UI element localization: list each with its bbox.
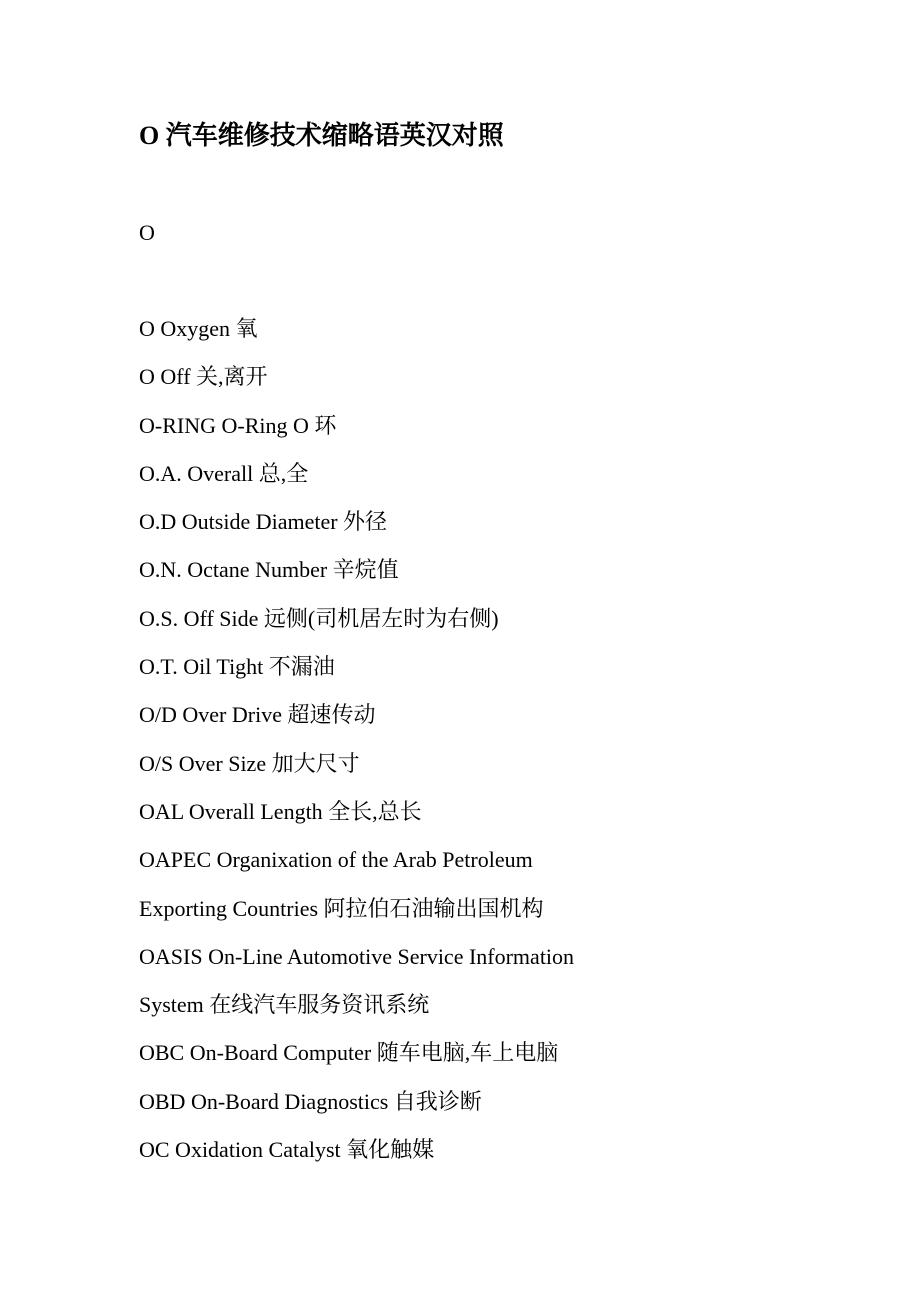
abbreviation-line: OAL Overall Length 全长,总长 bbox=[139, 798, 422, 824]
abbreviation-line: O.D Outside Diameter 外径 bbox=[139, 509, 388, 535]
abbreviation-line: System 在线汽车服务资讯系统 bbox=[139, 992, 430, 1018]
abbreviation-line: OBD On-Board Diagnostics 自我诊断 bbox=[139, 1088, 482, 1114]
abbreviation-line: Exporting Countries 阿拉伯石油输出国机构 bbox=[139, 895, 544, 921]
abbreviation-line: O.A. Overall 总,全 bbox=[139, 460, 309, 486]
abbreviation-line: OAPEC Organixation of the Arab Petroleum bbox=[139, 847, 533, 873]
abbreviation-line: O/S Over Size 加大尺寸 bbox=[139, 750, 360, 776]
abbreviation-line: O.S. Off Side 远侧(司机居左时为右侧) bbox=[139, 605, 499, 631]
abbreviation-line: OASIS On-Line Automotive Service Information bbox=[139, 943, 575, 969]
document-title: O 汽车维修技术缩略语英汉对照 bbox=[139, 121, 504, 150]
abbreviation-line: O/D Over Drive 超速传动 bbox=[139, 702, 376, 728]
abbreviation-line: O.T. Oil Tight 不漏油 bbox=[139, 654, 335, 680]
abbreviation-line: O.N. Octane Number 辛烷值 bbox=[139, 557, 399, 583]
abbreviation-line: O Off 关,离开 bbox=[139, 364, 268, 390]
abbreviation-line: OBC On-Board Computer 随车电脑,车上电脑 bbox=[139, 1040, 559, 1066]
abbreviation-line: O-RING O-Ring O 环 bbox=[139, 412, 337, 438]
section-letter: O bbox=[139, 220, 155, 245]
abbreviation-line: OC Oxidation Catalyst 氧化触媒 bbox=[139, 1137, 435, 1163]
abbreviation-line: O Oxygen 氧 bbox=[139, 316, 258, 341]
abbreviation-list bbox=[139, 314, 574, 1183]
